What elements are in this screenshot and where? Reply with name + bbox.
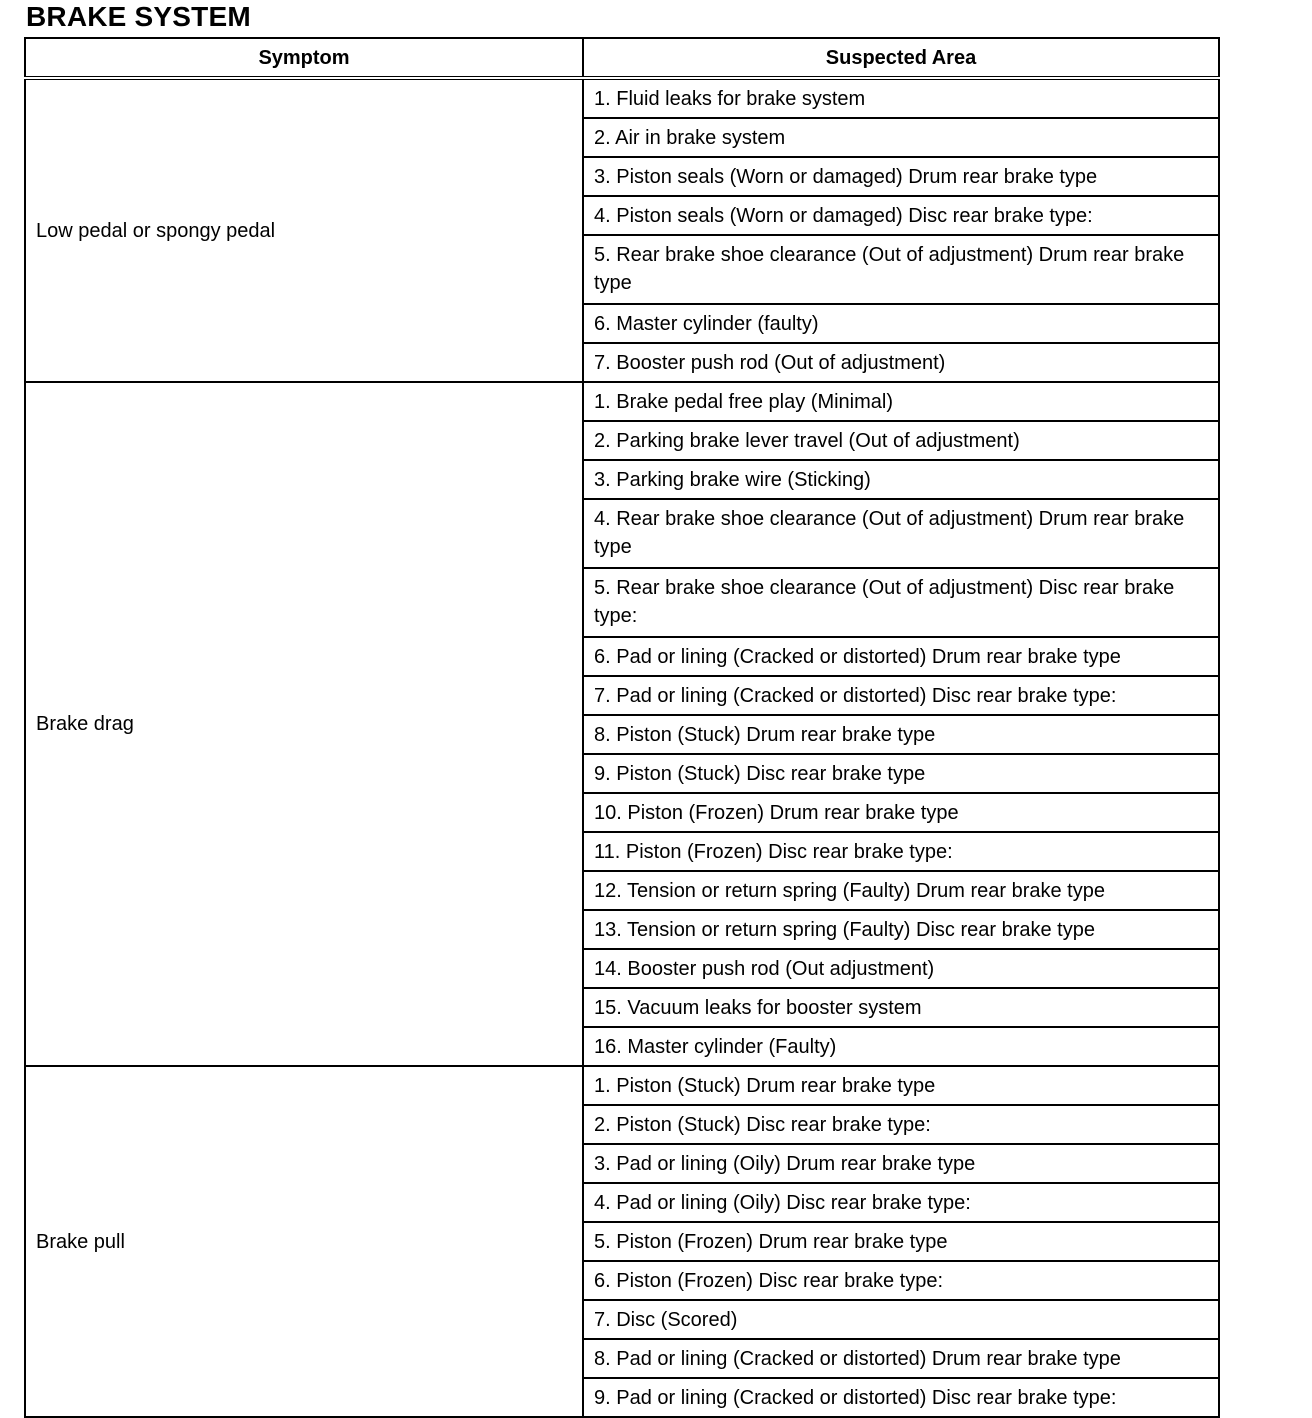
- troubleshooting-table: [24, 37, 1220, 1418]
- suspected-area-cell: 1. Piston (Stuck) Drum rear brake type: [583, 1066, 1219, 1105]
- suspected-area-cell: 5. Piston (Frozen) Drum rear brake type: [583, 1222, 1219, 1261]
- suspected-area-cell: 7. Pad or lining (Cracked or distorted) Disc rear brake type:: [583, 676, 1219, 715]
- suspected-area-cell: 4. Piston seals (Worn or damaged) Disc rear brake type:: [583, 196, 1219, 235]
- suspected-area-cell: 1. Fluid leaks for brake system: [583, 78, 1219, 118]
- suspected-area-cell: 2. Air in brake system: [583, 118, 1219, 157]
- suspected-area-cell: 6. Pad or lining (Cracked or distorted) Drum rear brake type: [583, 637, 1219, 676]
- suspected-area-cell: 3. Parking brake wire (Sticking): [583, 460, 1219, 499]
- suspected-area-cell: 12. Tension or return spring (Faulty) Drum rear brake type: [583, 871, 1219, 910]
- suspected-area-cell: 9. Pad or lining (Cracked or distorted) Disc rear brake type:: [583, 1378, 1219, 1417]
- suspected-area-cell: 5. Rear brake shoe clearance (Out of adjustment) Drum rear brake type: [583, 235, 1219, 304]
- suspected-area-cell: 4. Pad or lining (Oily) Disc rear brake type:: [583, 1183, 1219, 1222]
- page-title: BRAKE SYSTEM: [26, 1, 251, 32]
- suspected-area-cell: 2. Parking brake lever travel (Out of adjustment): [583, 421, 1219, 460]
- table-row: [25, 382, 1219, 421]
- header-symptom: Symptom: [25, 38, 583, 78]
- suspected-area-cell: 11. Piston (Frozen) Disc rear brake type:: [583, 832, 1219, 871]
- suspected-area-cell: 2. Piston (Stuck) Disc rear brake type:: [583, 1105, 1219, 1144]
- table-header-row: [25, 38, 1219, 78]
- table-row: [25, 78, 1219, 118]
- symptom-cell: Brake pull: [25, 1066, 583, 1417]
- suspected-area-cell: 13. Tension or return spring (Faulty) Disc rear brake type: [583, 910, 1219, 949]
- suspected-area-cell: 14. Booster push rod (Out adjustment): [583, 949, 1219, 988]
- suspected-area-cell: 8. Piston (Stuck) Drum rear brake type: [583, 715, 1219, 754]
- suspected-area-cell: 9. Piston (Stuck) Disc rear brake type: [583, 754, 1219, 793]
- suspected-area-cell: 7. Disc (Scored): [583, 1300, 1219, 1339]
- table-row: [25, 1066, 1219, 1105]
- suspected-area-cell: 15. Vacuum leaks for booster system: [583, 988, 1219, 1027]
- suspected-area-cell: 10. Piston (Frozen) Drum rear brake type: [583, 793, 1219, 832]
- symptom-cell: Brake drag: [25, 382, 583, 1066]
- suspected-area-cell: 1. Brake pedal free play (Minimal): [583, 382, 1219, 421]
- suspected-area-cell: 4. Rear brake shoe clearance (Out of adjustment) Drum rear brake type: [583, 499, 1219, 568]
- suspected-area-cell: 5. Rear brake shoe clearance (Out of adjustment) Disc rear brake type:: [583, 568, 1219, 637]
- suspected-area-cell: 6. Piston (Frozen) Disc rear brake type:: [583, 1261, 1219, 1300]
- suspected-area-cell: 16. Master cylinder (Faulty): [583, 1027, 1219, 1066]
- suspected-area-cell: 8. Pad or lining (Cracked or distorted) Drum rear brake type: [583, 1339, 1219, 1378]
- symptom-cell: Low pedal or spongy pedal: [25, 78, 583, 382]
- suspected-area-cell: 7. Booster push rod (Out of adjustment): [583, 343, 1219, 382]
- suspected-area-cell: 3. Pad or lining (Oily) Drum rear brake type: [583, 1144, 1219, 1183]
- header-suspected-area: Suspected Area: [583, 38, 1219, 78]
- suspected-area-cell: 3. Piston seals (Worn or damaged) Drum rear brake type: [583, 157, 1219, 196]
- suspected-area-cell: 6. Master cylinder (faulty): [583, 304, 1219, 343]
